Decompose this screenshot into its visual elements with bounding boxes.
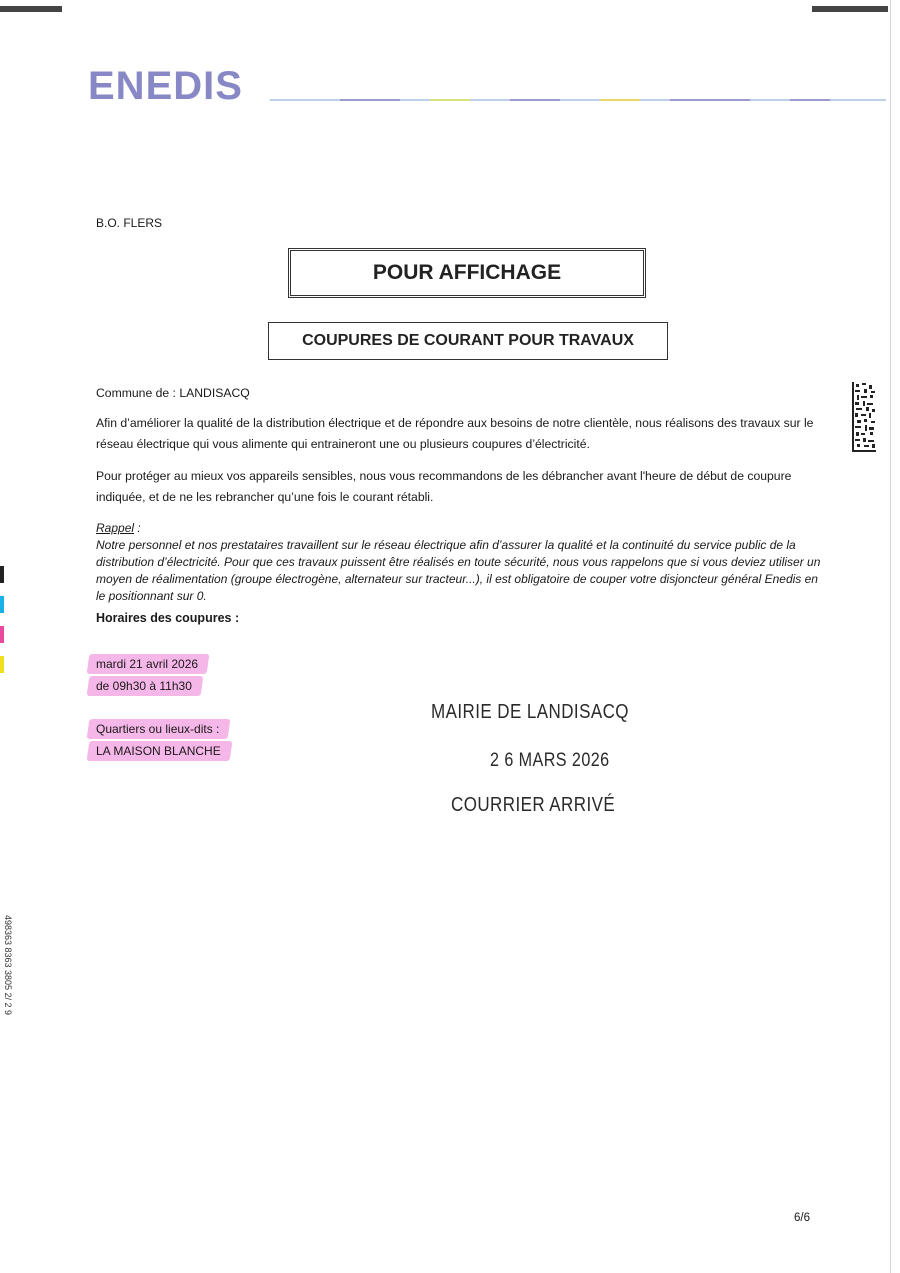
sender-office: B.O. FLERS xyxy=(96,216,163,230)
calibration-mark-yellow xyxy=(0,656,4,673)
paragraph-devices: Pour protéger au mieux vos appareils sensibles, nous vous recommandons de les débrancher avant l'heure de début de coupure indiquée, et de ne les rebrancher qu’une fois le courant rétabli. xyxy=(96,469,792,504)
scan-edge-mark-left xyxy=(0,6,62,12)
place-name: LA MAISON BLANCHE xyxy=(87,741,233,761)
calibration-mark-black xyxy=(0,566,4,583)
scan-edge-mark-right xyxy=(812,6,888,12)
scan-reference-number: 498363 8363 3805 2/ 2 9 xyxy=(3,914,14,1016)
calibration-mark-cyan xyxy=(0,596,4,613)
reminder-title: Rappel xyxy=(96,521,135,535)
schedule-title: Horaires des coupures : xyxy=(96,611,240,625)
page-number: 6/6 xyxy=(794,1212,810,1224)
logo-text: ENEDIS xyxy=(88,64,243,108)
commune-line: Commune de : LANDISACQ xyxy=(96,386,250,400)
calibration-mark-magenta xyxy=(0,626,4,643)
reminder-colon: : xyxy=(134,521,141,535)
logo-divider-line xyxy=(270,99,886,101)
places-label: Quartiers ou lieux-dits : xyxy=(87,719,231,739)
stamp-date: 2 6 MARS 2026 xyxy=(490,750,610,771)
posting-title-box xyxy=(288,248,646,298)
reminder-block xyxy=(96,520,826,605)
reminder-text: Notre personnel et nos prestataires travaillent sur le réseau électrique afin d’assurer la qualité et la continuité du service public de la distribution d’électricité. Pour que ces travaux puissent être réalisés en toute sécurité, nous vous rappelons que si vous deviez utiliser un moyen de réalimentation (groupe électrogène, alternateur sur tracteur...), il est obligatoire de couper votre disjoncteur général Enedis en le positionnant sur 0. xyxy=(96,538,821,603)
enedis-logo xyxy=(88,64,243,109)
stamp-town-hall: MAIRIE DE LANDISACQ xyxy=(431,701,629,723)
subject-title: COUPURES DE COURANT POUR TRAVAUX xyxy=(302,332,634,349)
outage-date: mardi 21 avril 2026 xyxy=(87,654,210,674)
outage-time: de 09h30 à 11h30 xyxy=(87,676,204,696)
datamatrix-code-icon xyxy=(852,382,876,452)
stamp-mail-received: COURRIER ARRIVÉ xyxy=(451,794,616,816)
subject-box xyxy=(268,322,668,360)
paragraph-works: Afin d’améliorer la qualité de la distribution électrique et de répondre aux besoins de notre clientèle, nous réalisons des travaux sur le réseau électrique qui vous alimente qui entraineront une ou plusieurs coupures d’électricité. xyxy=(96,416,814,451)
page-edge xyxy=(890,0,891,1273)
posting-title: POUR AFFICHAGE xyxy=(372,261,562,284)
